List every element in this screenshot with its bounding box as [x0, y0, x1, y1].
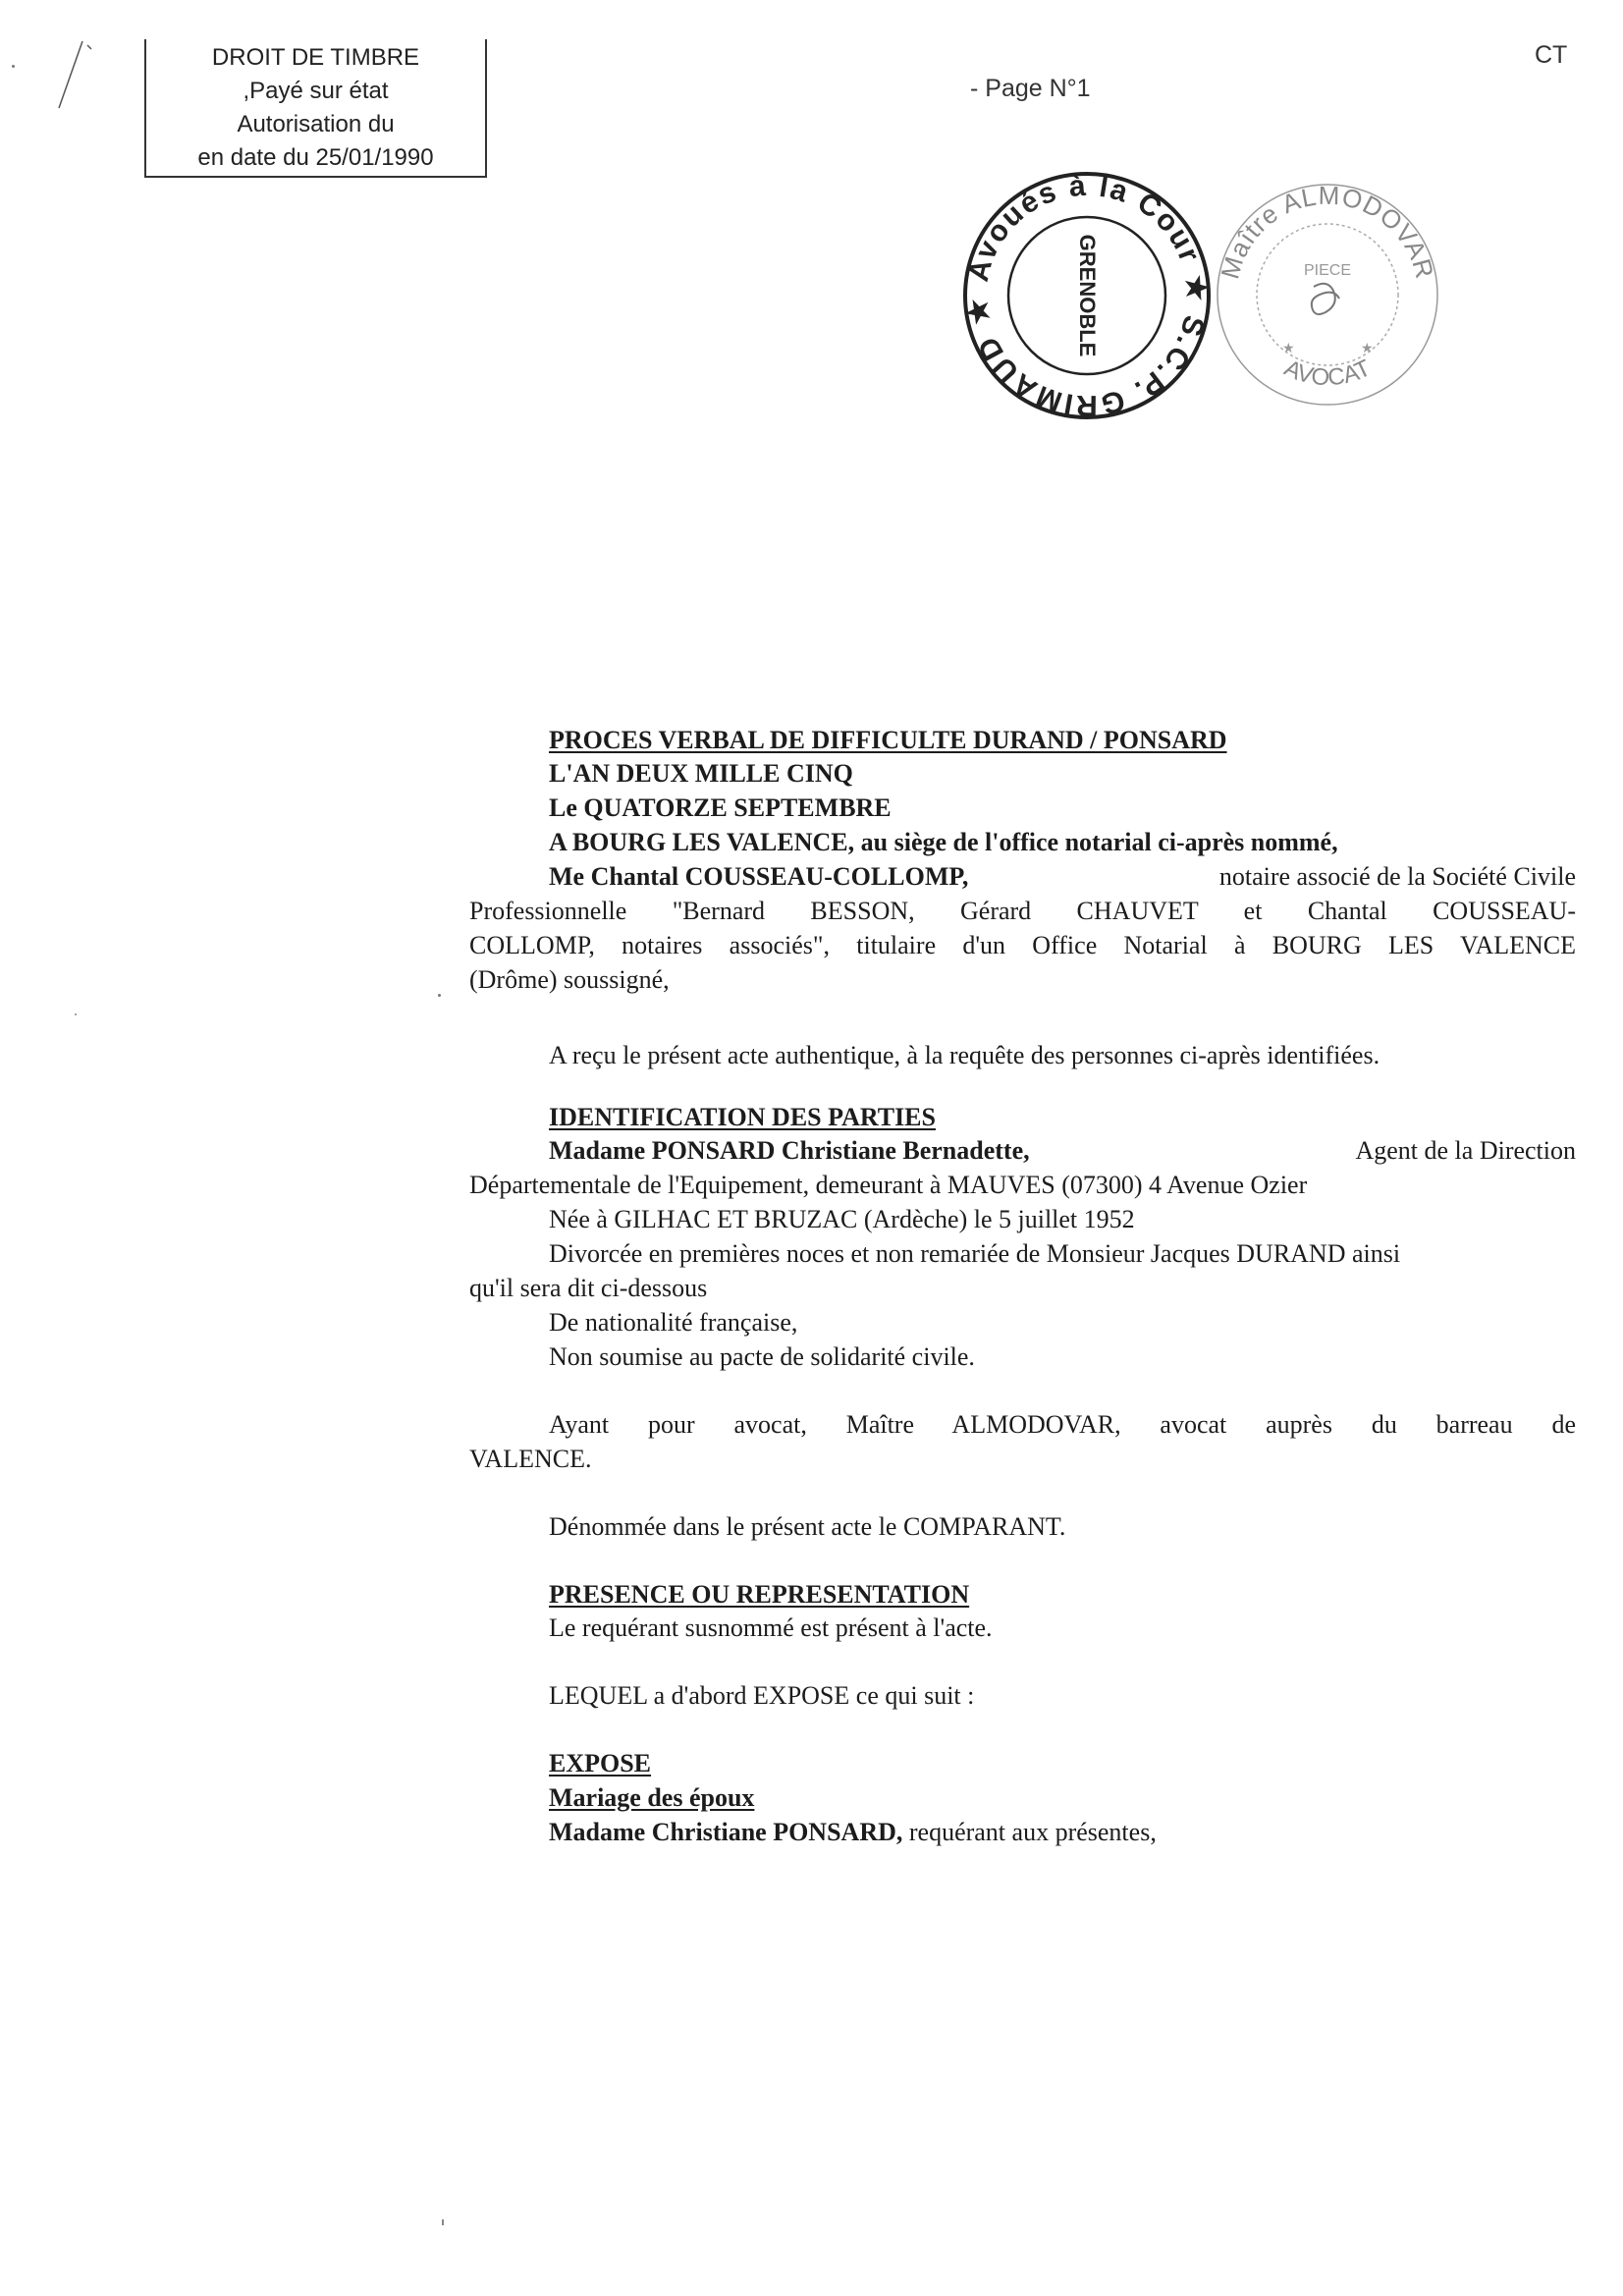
party-line-1 — [549, 1133, 1576, 1168]
svg-text:★: ★ — [1282, 340, 1295, 355]
received-statement: A reçu le présent acte authentique, à la requête des personnes ci-après identifiées. — [549, 1041, 1380, 1069]
lawyer-line-2: VALENCE. — [469, 1445, 592, 1473]
mariage-rest: requérant aux présentes, — [908, 1818, 1157, 1846]
mariage-name: Madame Christiane PONSARD, — [549, 1818, 903, 1846]
party-divorce-1: Divorcée en premières noces et non remariée de Monsieur Jacques DURAND ainsi — [549, 1239, 1401, 1268]
party-birth: Née à GILHAC ET BRUZAC (Ardèche) le 5 juillet 1952 — [549, 1205, 1135, 1233]
scan-speck — [12, 65, 15, 68]
party-divorce-2: qu'il sera dit ci-dessous — [469, 1274, 708, 1302]
section-heading-parties: IDENTIFICATION DES PARTIES — [549, 1103, 936, 1131]
scan-speck — [75, 1013, 77, 1015]
lequel-statement: LEQUEL a d'abord EXPOSE ce qui suit : — [549, 1681, 975, 1710]
deed-year: L'AN DEUX MILLE CINQ — [549, 759, 853, 788]
party-pacs: Non soumise au pacte de solidarité civile. — [549, 1342, 975, 1371]
svg-text:Avoués à la Cour ★ S.C.P. GRIM: Avoués à la Cour ★ S.C.P. GRIMAUD ★ — [960, 169, 1214, 422]
party-nationality: De nationalité française, — [549, 1308, 798, 1337]
notary-line-2: Professionnelle "Bernard BESSON, Gérard CHAUVET et Chantal COUSSEAU- — [469, 897, 1576, 925]
scan-speck — [438, 994, 441, 997]
party-role: Agent de la Direction — [1355, 1136, 1576, 1165]
lawyer-line-1: Ayant pour avocat, Maître ALMODOVAR, avocat auprès du barreau de — [549, 1410, 1576, 1439]
notary-line-4: (Drôme) soussigné, — [469, 965, 670, 994]
notary-name: Me Chantal COUSSEAU-COLLOMP, — [549, 862, 969, 891]
svg-text:AVOCAT: AVOCAT — [1279, 355, 1376, 392]
corner-code: CT — [1535, 41, 1568, 69]
subsection-heading-mariage: Mariage des époux — [549, 1783, 755, 1812]
svg-text:GRENOBLE: GRENOBLE — [1075, 234, 1100, 357]
handwritten-mark — [55, 37, 94, 116]
presence-text: Le requérant susnommé est présent à l'acte. — [549, 1613, 993, 1642]
stamp-line-4: en date du 25/01/1990 — [197, 144, 434, 171]
document-title: PROCES VERBAL DE DIFFICULTE DURAND / PONSARD — [549, 726, 1227, 754]
notary-role: notaire associé de la Société Civile — [1218, 862, 1576, 891]
almodovar-seal — [1214, 181, 1441, 409]
svg-text:★: ★ — [1361, 340, 1374, 355]
grimaud-seal — [958, 167, 1216, 424]
notary-line-1 — [549, 859, 1576, 894]
deed-date: Le QUATORZE SEPTEMBRE — [549, 793, 892, 822]
party-line-2: Départementale de l'Equipement, demeurant à MAUVES (07300) 4 Avenue Ozier — [469, 1171, 1308, 1199]
named-comparant: Dénommée dans le présent acte le COMPARANT. — [549, 1512, 1066, 1541]
page-number: - Page N°1 — [970, 75, 1091, 102]
svg-text:PIECE: PIECE — [1303, 262, 1352, 279]
deed-place: A BOURG LES VALENCE, au siège de l'office notarial ci-après nommé, — [549, 828, 1338, 856]
notary-line-3: COLLOMP, notaires associés", titulaire d'un Office Notarial à BOURG LES VALENCE — [469, 931, 1576, 959]
stamp-line-1: DROIT DE TIMBRE — [211, 44, 420, 71]
stamp-duty-box — [144, 39, 487, 178]
svg-text:Maître ALMODOVAR: Maître ALMODOVAR — [1215, 181, 1440, 283]
party-name: Madame PONSARD Christiane Bernadette, — [549, 1136, 1030, 1165]
section-heading-expose: EXPOSE — [549, 1749, 652, 1777]
section-heading-presence: PRESENCE OU REPRESENTATION — [549, 1580, 970, 1609]
stamp-line-2: ,Payé sur état — [243, 78, 389, 104]
stamp-line-3: Autorisation du — [237, 111, 395, 137]
scan-speck — [442, 2219, 444, 2225]
mariage-line — [549, 1815, 1157, 1849]
